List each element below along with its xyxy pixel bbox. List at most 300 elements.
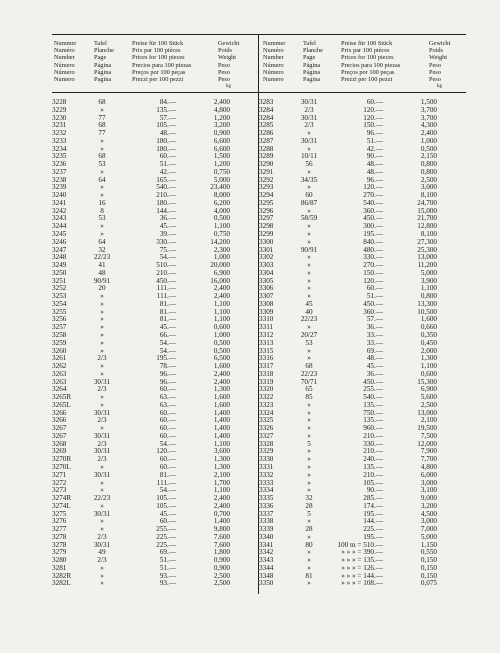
cell-gewicht: 3,200 [213, 121, 230, 130]
cell-gewicht: 0,660 [420, 323, 437, 332]
cell-nummer: 3292 [259, 175, 274, 184]
cell-nummer: 3307 [259, 292, 274, 301]
cell-tafel: 30/31 [93, 540, 111, 549]
cell-nummer: 3343 [259, 556, 274, 565]
cell-tafel: 30/31 [93, 509, 111, 518]
cell-preis: 840.— [363, 237, 383, 246]
cell-gewicht: 2,400 [213, 377, 230, 386]
cell-tafel: 48 [98, 268, 106, 277]
cell-nummer: 3322 [259, 393, 274, 402]
cell-preis: 120.— [363, 113, 383, 122]
cell-tafel: » [307, 424, 311, 433]
cell-tafel: » [100, 144, 104, 153]
cell-gewicht: 1,100 [213, 439, 230, 448]
cell-tafel: » [307, 253, 311, 262]
cell-tafel: » [307, 548, 311, 557]
cell-tafel: » [100, 362, 104, 371]
table-row [52, 580, 259, 588]
cell-tafel: 90/91 [93, 276, 111, 285]
cell-nummer: 3335 [259, 494, 274, 503]
cell-tafel: 90/91 [300, 245, 318, 254]
cell-tafel: 30/31 [93, 470, 111, 479]
cell-gewicht: 19,500 [417, 424, 437, 433]
cell-tafel: 77 [98, 129, 106, 138]
cell-gewicht: 3,900 [420, 276, 437, 285]
cell-preis: 60.— [159, 462, 176, 471]
cell-preis: 69.— [159, 548, 176, 557]
cell-nummer: 3282L [52, 579, 71, 588]
right-table-half [259, 34, 466, 594]
cell-tafel: 2/3 [304, 121, 314, 130]
cell-preis: 450.— [363, 299, 383, 308]
cell-nummer: 3274R [52, 494, 72, 503]
cell-tafel: » [307, 400, 311, 409]
header-label: Weight [429, 54, 448, 62]
cell-gewicht: 6,600 [213, 136, 230, 145]
cell-nummer: 3328 [259, 439, 274, 448]
cell-gewicht: 1,400 [213, 517, 230, 526]
cell-tafel: 8 [100, 206, 104, 215]
cell-tafel: » [307, 323, 311, 332]
cell-preis: 210.— [156, 268, 176, 277]
cell-tafel: » [307, 292, 311, 301]
header-label: Planche [94, 47, 114, 55]
cell-nummer: 3265L [52, 400, 71, 409]
cell-nummer: 3348 [259, 571, 274, 580]
table-header-right [259, 34, 466, 93]
cell-nummer: 3244 [52, 222, 67, 231]
header-unit: kg [226, 84, 231, 90]
cell-gewicht: 2,500 [213, 579, 230, 588]
cell-tafel: 60 [305, 191, 313, 200]
cell-tafel: » [307, 268, 311, 277]
cell-gewicht: 3,200 [420, 501, 437, 510]
cell-tafel: 68 [305, 362, 313, 371]
cell-nummer: 3306 [259, 284, 274, 293]
cell-tafel: » [100, 579, 104, 588]
cell-nummer: 3265R [52, 393, 72, 402]
table-row [259, 580, 466, 588]
cell-gewicht: 7,700 [420, 455, 437, 464]
cell-nummer: 3282R [52, 571, 72, 580]
cell-preis: 45.— [159, 509, 176, 518]
cell-preis: » » » = 126.— [341, 563, 383, 572]
cell-nummer: 3233 [52, 136, 67, 145]
cell-nummer: 3341 [259, 540, 274, 549]
cell-preis: 60.— [159, 424, 176, 433]
cell-tafel: 16 [98, 198, 106, 207]
cell-nummer: 3251 [52, 276, 67, 285]
cell-gewicht: 3,000 [420, 478, 437, 487]
cell-preis: 51.— [159, 563, 176, 572]
cell-tafel: » [100, 105, 104, 114]
left-table-half [52, 34, 259, 594]
cell-preis: 90.— [366, 152, 383, 161]
cell-gewicht: 11,200 [417, 261, 437, 270]
cell-gewicht: 12,800 [417, 222, 437, 231]
header-label: Peso [218, 68, 230, 76]
cell-nummer: 3238 [52, 175, 67, 184]
cell-gewicht: 2,300 [213, 245, 230, 254]
cell-tafel: 34/35 [300, 175, 318, 184]
cell-nummer: 3242 [52, 206, 67, 215]
cell-tafel: » [307, 167, 311, 176]
cell-nummer: 3338 [259, 517, 274, 526]
header-label: Peso [218, 61, 230, 69]
cell-tafel: » [307, 354, 311, 363]
cell-gewicht: 3,700 [420, 105, 437, 114]
cell-tafel: » [100, 183, 104, 192]
header-label: Weight [218, 54, 237, 62]
header-nummer [263, 40, 285, 83]
cell-nummer: 3325 [259, 416, 274, 425]
cell-tafel: 30/31 [300, 113, 318, 122]
cell-preis: 96.— [159, 369, 176, 378]
cell-preis: 69.— [366, 346, 383, 355]
cell-gewicht: 6,200 [213, 198, 230, 207]
cell-tafel: » [100, 167, 104, 176]
cell-gewicht: 0,550 [420, 548, 437, 557]
cell-preis: 66.— [159, 330, 176, 339]
cell-tafel: » [100, 299, 104, 308]
cell-preis: 105.— [156, 121, 176, 130]
cell-gewicht: 0,900 [213, 563, 230, 572]
cell-gewicht: 3,100 [420, 486, 437, 495]
cell-nummer: 3333 [259, 478, 274, 487]
cell-tafel: » [100, 501, 104, 510]
cell-tafel: 40 [305, 307, 313, 316]
cell-nummer: 3271 [52, 470, 67, 479]
cell-gewicht: 2,000 [420, 346, 437, 355]
cell-nummer: 3274L [52, 501, 71, 510]
cell-preis: 54.— [159, 486, 176, 495]
cell-tafel: » [307, 478, 311, 487]
cell-preis: 300.— [363, 222, 383, 231]
header-label: Planche [303, 47, 323, 55]
cell-tafel: 77 [98, 113, 106, 122]
cell-nummer: 3298 [259, 222, 274, 231]
header-preis [132, 40, 191, 83]
header-label: Prix par 100 pièces [341, 47, 390, 55]
cell-gewicht: 0,500 [213, 346, 230, 355]
cell-gewicht: 1,100 [213, 299, 230, 308]
cell-gewicht: 0,500 [420, 144, 437, 153]
cell-nummer: 3246 [52, 237, 67, 246]
cell-tafel: » [307, 206, 311, 215]
cell-nummer: 3275 [52, 509, 67, 518]
cell-gewicht: 0,900 [213, 556, 230, 565]
cell-nummer: 3237 [52, 167, 67, 176]
cell-nummer: 3266 [52, 408, 67, 417]
cell-preis: 135.— [156, 105, 176, 114]
cell-tafel: 22/23 [93, 494, 111, 503]
cell-tafel: » [307, 470, 311, 479]
cell-preis: 195.— [363, 230, 383, 239]
cell-preis: 60.— [159, 408, 176, 417]
cell-gewicht: 9,800 [213, 525, 230, 534]
cell-gewicht: 7,500 [420, 431, 437, 440]
header-label: Nummer [263, 40, 286, 47]
cell-nummer: 3253 [52, 292, 67, 301]
cell-nummer: 3270L [52, 462, 71, 471]
cell-preis: 450.— [156, 276, 176, 285]
cell-nummer: 3308 [259, 299, 274, 308]
cell-preis: 96.— [366, 175, 383, 184]
cell-gewicht: 12,000 [417, 439, 437, 448]
cell-gewicht: 21,700 [417, 214, 437, 223]
cell-preis: 450.— [363, 377, 383, 386]
cell-tafel: 56 [305, 160, 313, 169]
cell-tafel: 2/3 [97, 385, 107, 394]
cell-preis: 285.— [363, 494, 383, 503]
cell-preis: 45.— [159, 222, 176, 231]
cell-tafel: 2/3 [97, 532, 107, 541]
cell-gewicht: 0,800 [420, 167, 437, 176]
cell-gewicht: 5,000 [420, 268, 437, 277]
cell-nummer: 3300 [259, 237, 274, 246]
cell-preis: 330.— [363, 439, 383, 448]
cell-tafel: 49 [98, 548, 106, 557]
cell-gewicht: 7,600 [213, 540, 230, 549]
header-label: Preços por 100 peças [132, 68, 186, 76]
cell-gewicht: 0,150 [420, 556, 437, 565]
header-gewicht [429, 40, 450, 90]
cell-preis: » » » = 390.— [341, 548, 383, 557]
cell-preis: 84.— [159, 98, 176, 106]
cell-tafel: » [307, 230, 311, 239]
cell-tafel: 53 [98, 160, 106, 169]
cell-tafel: 2/3 [97, 556, 107, 565]
cell-tafel: 5 [307, 439, 311, 448]
cell-nummer: 3283 [259, 98, 274, 106]
cell-gewicht: 14,200 [210, 237, 230, 246]
cell-nummer: 3316 [259, 354, 274, 363]
cell-preis: 540.— [363, 393, 383, 402]
cell-tafel: 30/31 [300, 98, 318, 106]
cell-tafel: 64 [98, 175, 106, 184]
cell-nummer: 3276 [52, 517, 67, 526]
cell-gewicht: 13,000 [417, 408, 437, 417]
cell-preis: 240.— [363, 455, 383, 464]
cell-nummer: 3255 [52, 307, 67, 316]
cell-preis: 54.— [159, 253, 176, 262]
cell-gewicht: 0,150 [420, 563, 437, 572]
cell-nummer: 3318 [259, 369, 274, 378]
cell-gewicht: 2,400 [213, 494, 230, 503]
header-label: Numero [54, 75, 75, 83]
cell-tafel: » [307, 408, 311, 417]
cell-preis: 150.— [363, 121, 383, 130]
cell-nummer: 3305 [259, 276, 274, 285]
table-body-left [52, 99, 259, 588]
header-label: Peso [429, 61, 441, 69]
cell-nummer: 3261 [52, 354, 67, 363]
cell-gewicht: 1,150 [420, 540, 437, 549]
header-preis [341, 40, 400, 83]
cell-nummer: 3336 [259, 501, 274, 510]
cell-tafel: » [307, 517, 311, 526]
cell-nummer: 3239 [52, 183, 67, 192]
cell-tafel: 20 [98, 284, 106, 293]
cell-preis: 51.— [366, 136, 383, 145]
cell-gewicht: 10,500 [417, 307, 437, 316]
cell-preis: 60.— [159, 416, 176, 425]
cell-gewicht: 6,900 [420, 385, 437, 394]
header-label: Poids [429, 47, 443, 55]
cell-gewicht: 1,100 [213, 486, 230, 495]
cell-tafel: » [100, 424, 104, 433]
cell-preis: 144.— [156, 206, 176, 215]
cell-preis: 450.— [363, 214, 383, 223]
cell-preis: 36.— [366, 323, 383, 332]
cell-nummer: 3235 [52, 152, 67, 161]
cell-preis: 195.— [156, 354, 176, 363]
cell-preis: 45.— [366, 362, 383, 371]
cell-preis: » » » = 135.— [341, 556, 383, 565]
cell-tafel: » [307, 416, 311, 425]
cell-tafel: » [307, 447, 311, 456]
cell-tafel: » [307, 183, 311, 192]
cell-gewicht: 1,200 [213, 113, 230, 122]
cell-nummer: 3309 [259, 307, 274, 316]
cell-preis: 60.— [159, 152, 176, 161]
cell-gewicht: 1,600 [213, 393, 230, 402]
cell-nummer: 3263 [52, 369, 67, 378]
cell-gewicht: 1,400 [213, 431, 230, 440]
cell-tafel: » [100, 323, 104, 332]
cell-nummer: 3241 [52, 198, 67, 207]
cell-tafel: 58/59 [300, 214, 318, 223]
cell-preis: 225.— [156, 532, 176, 541]
cell-gewicht: 1,400 [213, 424, 230, 433]
cell-tafel: » [307, 455, 311, 464]
header-label: Prices for 100 pieces [341, 54, 394, 62]
cell-tafel: 2/3 [97, 354, 107, 363]
cell-gewicht: 23,400 [210, 183, 230, 192]
cell-nummer: 3263 [52, 377, 67, 386]
cell-gewicht: 7,900 [420, 447, 437, 456]
cell-gewicht: 5,600 [420, 393, 437, 402]
cell-gewicht: 1,600 [420, 315, 437, 324]
cell-preis: 150.— [363, 268, 383, 277]
cell-preis: 165.— [156, 175, 176, 184]
cell-preis: 60.— [366, 284, 383, 293]
cell-preis: 39.— [159, 230, 176, 239]
cell-preis: » » » = 108.— [341, 579, 383, 588]
cell-preis: 96.— [366, 129, 383, 138]
cell-gewicht: 6,000 [420, 470, 437, 479]
table-header-left [52, 34, 259, 93]
cell-nummer: 3323 [259, 400, 274, 409]
cell-gewicht: 4,300 [420, 121, 437, 130]
cell-tafel: » [100, 478, 104, 487]
cell-tafel: 30/31 [93, 431, 111, 440]
cell-tafel: 2/3 [97, 439, 107, 448]
cell-tafel: » [100, 525, 104, 534]
cell-nummer: 3257 [52, 323, 67, 332]
cell-nummer: 3267 [52, 431, 67, 440]
cell-tafel: 2/3 [304, 105, 314, 114]
cell-tafel: » [100, 222, 104, 231]
cell-preis: 120.— [363, 105, 383, 114]
cell-tafel: » [100, 338, 104, 347]
cell-gewicht: 1,400 [213, 416, 230, 425]
cell-tafel: » [307, 129, 311, 138]
header-label: Página [94, 68, 112, 76]
cell-gewicht: 1,100 [420, 362, 437, 371]
cell-preis: 210.— [156, 191, 176, 200]
cell-tafel: » [307, 462, 311, 471]
cell-tafel: 53 [98, 214, 106, 223]
cell-tafel: » [307, 431, 311, 440]
cell-tafel: » [307, 579, 311, 588]
header-label: Peso [429, 75, 441, 83]
cell-tafel: » [100, 393, 104, 402]
cell-preis: 210.— [363, 431, 383, 440]
cell-preis: 75.— [159, 245, 176, 254]
cell-gewicht: 1,800 [213, 548, 230, 557]
header-label: Página [303, 61, 321, 69]
cell-preis: 225.— [156, 540, 176, 549]
cell-gewicht: 7,600 [213, 532, 230, 541]
cell-tafel: » [307, 346, 311, 355]
cell-nummer: 3278 [52, 540, 67, 549]
cell-preis: 36.— [159, 214, 176, 223]
cell-nummer: 3231 [52, 121, 67, 130]
cell-preis: 960.— [363, 424, 383, 433]
cell-preis: 81.— [159, 299, 176, 308]
cell-nummer: 3262 [52, 362, 67, 371]
cell-nummer: 3234 [52, 144, 67, 153]
cell-preis: 480.— [363, 245, 383, 254]
cell-gewicht: 5,000 [213, 175, 230, 184]
cell-gewicht: 0,075 [420, 579, 437, 588]
cell-nummer: 3312 [259, 330, 274, 339]
header-label: Numero [263, 75, 284, 83]
cell-nummer: 3301 [259, 245, 274, 254]
cell-tafel: 2/3 [97, 455, 107, 464]
cell-gewicht: 1,600 [213, 362, 230, 371]
cell-preis: 105.— [156, 501, 176, 510]
cell-preis: » » » = 144.— [341, 571, 383, 580]
cell-preis: 48.— [366, 354, 383, 363]
cell-tafel: 86/87 [300, 198, 318, 207]
cell-tafel: » [100, 315, 104, 324]
cell-nummer: 3302 [259, 253, 274, 262]
cell-nummer: 3313 [259, 338, 274, 347]
cell-nummer: 3248 [52, 253, 67, 262]
cell-gewicht: 2,150 [420, 152, 437, 161]
cell-nummer: 3324 [259, 408, 274, 417]
cell-tafel: 10/11 [300, 152, 318, 161]
cell-preis: 48.— [366, 167, 383, 176]
cell-preis: 45.— [159, 323, 176, 332]
cell-nummer: 3329 [259, 447, 274, 456]
cell-preis: 270.— [363, 261, 383, 270]
cell-tafel: 28 [305, 525, 313, 534]
cell-nummer: 3284 [259, 113, 274, 122]
header-label: Prezzi per 100 pezzi [341, 75, 393, 83]
cell-tafel: » [100, 571, 104, 580]
cell-preis: 57.— [159, 113, 176, 122]
cell-tafel: » [307, 563, 311, 572]
cell-tafel: 65 [305, 385, 313, 394]
cell-nummer: 3289 [259, 152, 274, 161]
header-label: Tafel [303, 40, 316, 47]
header-label: Pagina [303, 75, 321, 83]
cell-tafel: 68 [98, 121, 106, 130]
cell-nummer: 3252 [52, 284, 67, 293]
